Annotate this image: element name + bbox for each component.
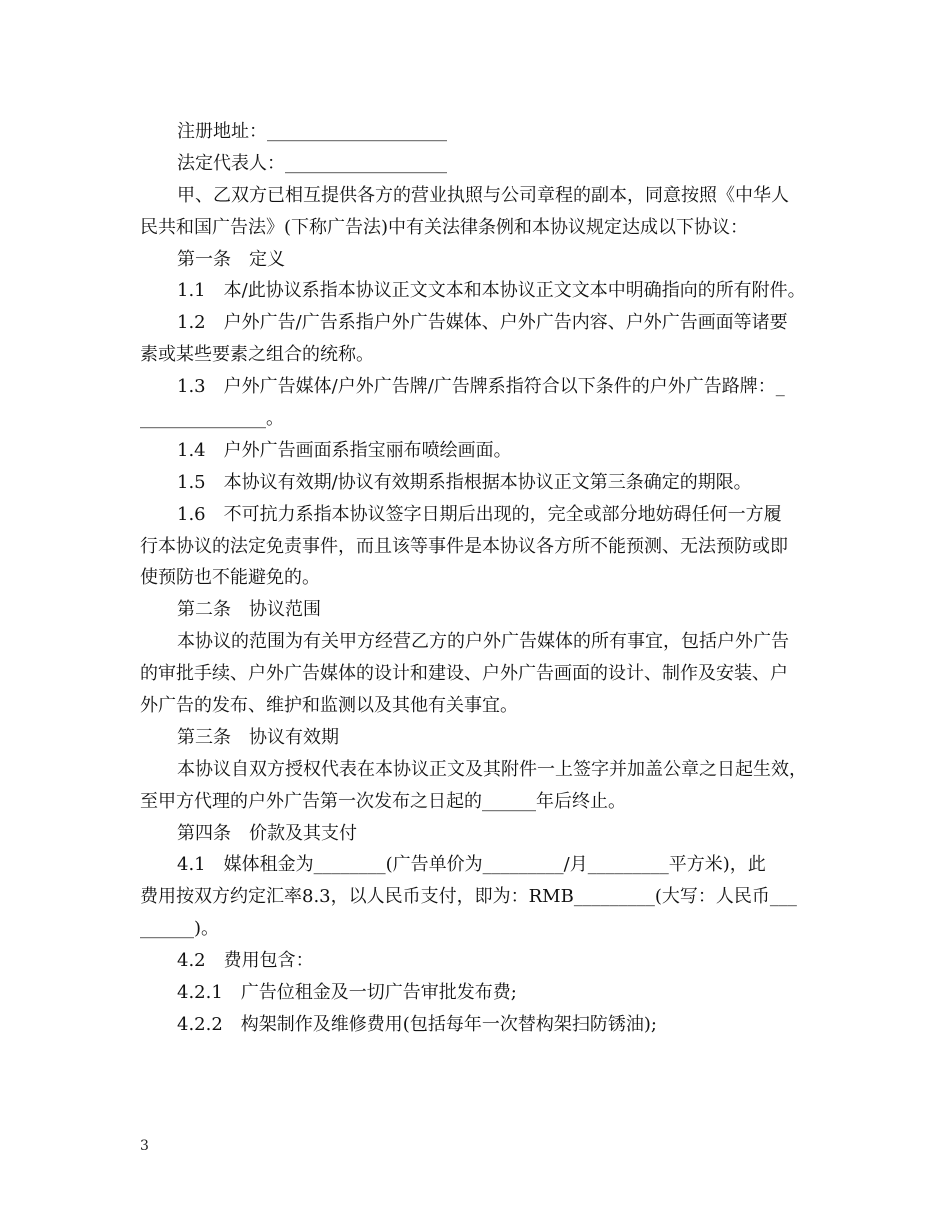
text-line: 4.1 媒体租金为________(广告单价为_________/月_________平方米)，此 [177,854,766,876]
text-line: 4.2.1 广告位租金及一切广告审批发布费; [177,982,517,1004]
text-line: 使预防也不能避免的。 [140,567,320,589]
text-line: 4.2.2 构架制作及维修费用(包括每年一次替构架扫防锈油); [177,1013,657,1035]
text-line: 1.5 本协议有效期/协议有效期系指根据本协议正文第三条确定的期限。 [177,471,752,493]
text-line: 第三条 协议有效期 [177,726,339,748]
text-line: 本协议自双方授权代表在本协议正文及其附件一上签字并加盖公章之日起生效， [177,758,807,780]
text-line: 4.2 费用包含： [177,950,314,972]
text-line: 1.4 户外广告画面系指宝丽布喷绘画面。 [177,439,512,461]
text-line: 1.6 不可抗力系指本协议签字日期后出现的，完全或部分地妨碍任何一方履 [177,503,782,525]
text-line: 第四条 价款及其支付 [177,822,357,844]
text-line: 本协议的范围为有关甲方经营乙方的户外广告媒体的所有事宜，包括户外广告 [177,631,789,653]
text-line: 1.3 户外广告媒体/户外广告牌/广告牌系指符合以下条件的户外广告路牌：_ [177,376,785,398]
text-line: ______________。 [140,408,284,430]
text-line: 注册地址：____________________ [177,121,447,142]
text-line: 第二条 协议范围 [177,599,321,621]
text-line: 民共和国广告法》(下称广告法)中有关法律条例和本协议规定达成以下协议： [140,216,749,238]
text-line: 费用按双方约定汇率8.3，以人民币支付，即为：RMB_________(大写：人民币___ [140,886,797,908]
text-line: 至甲方代理的户外广告第一次发布之日起的______年后终止。 [140,790,626,812]
text-line: 甲、乙双方已相互提供各方的营业执照与公司章程的副本，同意按照《中华人 [177,184,789,206]
page-number: 3 [140,1138,149,1154]
document-body [140,116,815,1041]
text-line: 第一条 定义 [177,248,285,270]
text-line: 素或某些要素之组合的统称。 [140,344,374,366]
text-line: 1.2 户外广告/广告系指户外广告媒体、户外广告内容、户外广告画面等诸要 [177,312,788,334]
text-line: 行本协议的法定免责事件，而且该等事件是本协议各方所不能预测、无法预防或即 [140,535,788,557]
text-line: 1.1 本/此协议系指本协议正文文本和本协议正文文本中明确指向的所有附件。 [177,280,806,302]
text-line: 的审批手续、户外广告媒体的设计和建设、户外广告画面的设计、制作及安装、户 [140,663,788,685]
text-line: 外广告的发布、维护和监测以及其他有关事宜。 [140,695,518,717]
text-line: ______)。 [140,918,220,940]
text-line: 法定代表人：__________________ [177,152,447,174]
